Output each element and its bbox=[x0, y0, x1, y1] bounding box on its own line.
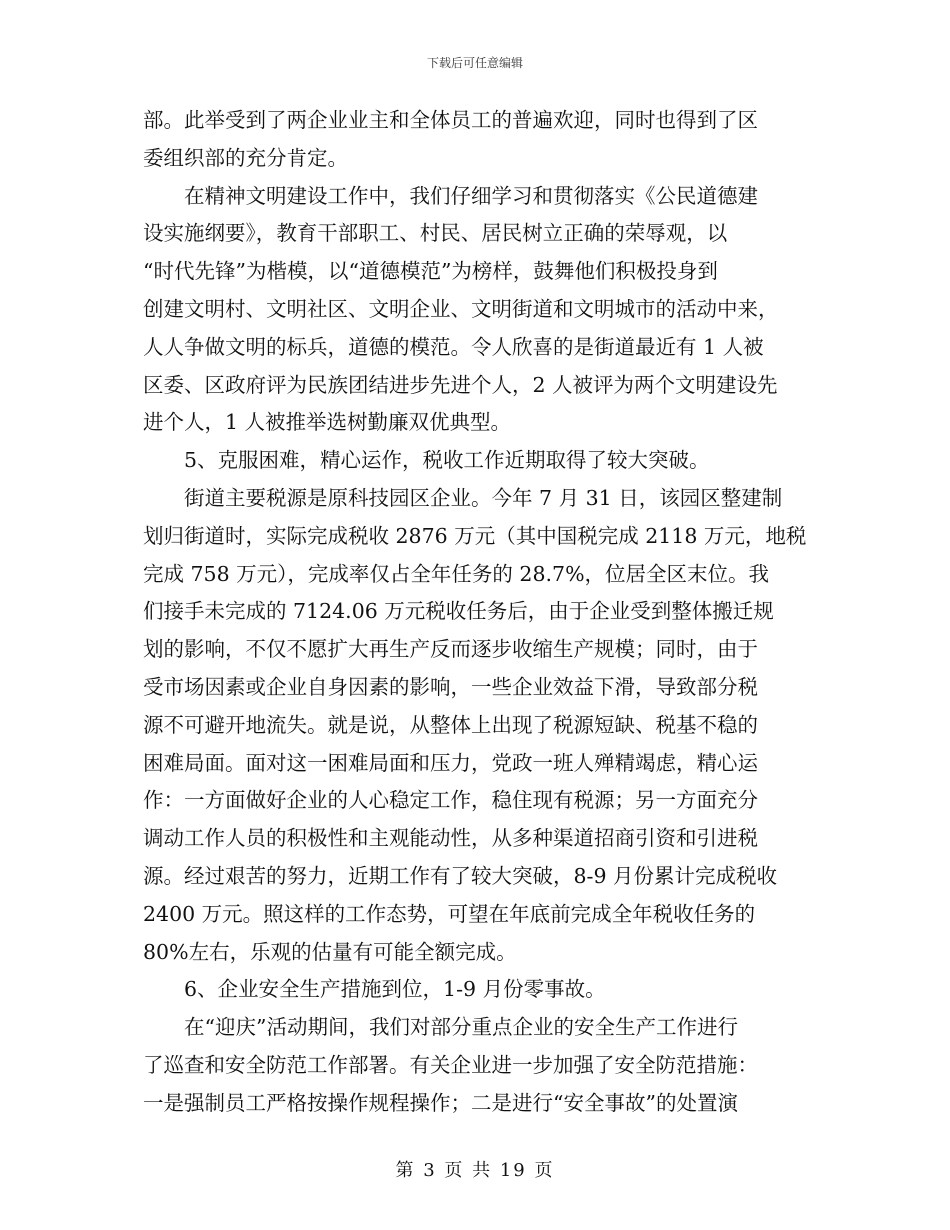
text-line: 街道主要税源是原科技园区企业。今年 7 月 31 日，该园区整建制 bbox=[184, 485, 783, 510]
text-line: 部。此举受到了两企业业主和全体员工的普遍欢迎，同时也得到了区 bbox=[143, 108, 758, 132]
text-line: 委组织部的充分肯定。 bbox=[143, 145, 348, 170]
text-line: 源不可避开地流失。就是说，从整体上出现了税源短缺、税基不稳的 bbox=[143, 712, 758, 737]
text-line: 受市场因素或企业自身因素的影响，一些企业效益下滑，导致部分税 bbox=[143, 674, 758, 699]
text-line: 创建文明村、文明社区、文明企业、文明街道和文明城市的活动中来， bbox=[143, 296, 779, 321]
text-line: 调动工作人员的积极性和主观能动性，从多种渠道招商引资和引进税 bbox=[143, 826, 758, 851]
text-line: 划的影响，不仅不愿扩大再生产反而逐步收缩生产规模；同时，由于 bbox=[143, 637, 758, 662]
text-line: 作：一方面做好企业的人心稳定工作，稳住现有税源；另一方面充分 bbox=[143, 788, 758, 813]
text-line: “时代先锋”为楷模，以“道德模范”为榜样，鼓舞他们积极投身到 bbox=[143, 259, 718, 284]
text-line: 们接手未完成的 7124.06 万元税收任务后，由于企业受到整体搬迁规 bbox=[143, 599, 774, 624]
text-line: 80%左右，乐观的估量有可能全额完成。 bbox=[143, 939, 517, 964]
text-line: 进个人，1 人被推举选树勤廉双优典型。 bbox=[143, 410, 512, 435]
page-footer: 第 3 页 共 19 页 bbox=[395, 1160, 555, 1181]
text-line: 划归街道时，实际完成税收 2876 万元（其中国税完成 2118 万元，地税 bbox=[143, 523, 807, 548]
text-line: 人人争做文明的标兵，道德的模范。令人欣喜的是街道最近有 1 人被 bbox=[143, 334, 764, 359]
page-header: 下载后可任意编辑 bbox=[426, 56, 523, 70]
text-line: 一是强制员工严格按操作规程操作；二是进行“安全事故”的处置演 bbox=[143, 1090, 738, 1115]
text-line: 6、企业安全生产措施到位，1-9 月份零事故。 bbox=[184, 977, 606, 1002]
document-body bbox=[143, 102, 811, 1123]
text-line: 源。经过艰苦的努力，近期工作有了较大突破，8-9 月份累计完成税收 bbox=[143, 863, 778, 888]
text-line: 在精神文明建设工作中，我们仔细学习和贯彻落实《公民道德建 bbox=[184, 183, 758, 208]
text-line: 区委、区政府评为民族团结进步先进个人，2 人被评为两个文明建设先 bbox=[143, 372, 778, 397]
text-line: 在“迎庆”活动期间，我们对部分重点企业的安全生产工作进行 bbox=[184, 1015, 738, 1040]
text-line: 2400 万元。照这样的工作态势，可望在年底前完成全年税收任务的 bbox=[143, 901, 756, 926]
text-line: 困难局面。面对这一困难局面和压力，党政一班人殚精竭虑，精心运 bbox=[143, 750, 758, 775]
text-line: 了巡查和安全防范工作部署。有关企业进一步加强了安全防范措施： bbox=[143, 1052, 758, 1077]
text-line: 设实施纲要》，教育干部职工、村民、居民树立正确的荣辱观，以 bbox=[143, 221, 728, 246]
text-line: 5、克服困难，精心运作，税收工作近期取得了较大突破。 bbox=[184, 448, 710, 473]
text-line: 完成 758 万元），完成率仅占全年任务的 28.7%，位居全区末位。我 bbox=[143, 561, 770, 586]
